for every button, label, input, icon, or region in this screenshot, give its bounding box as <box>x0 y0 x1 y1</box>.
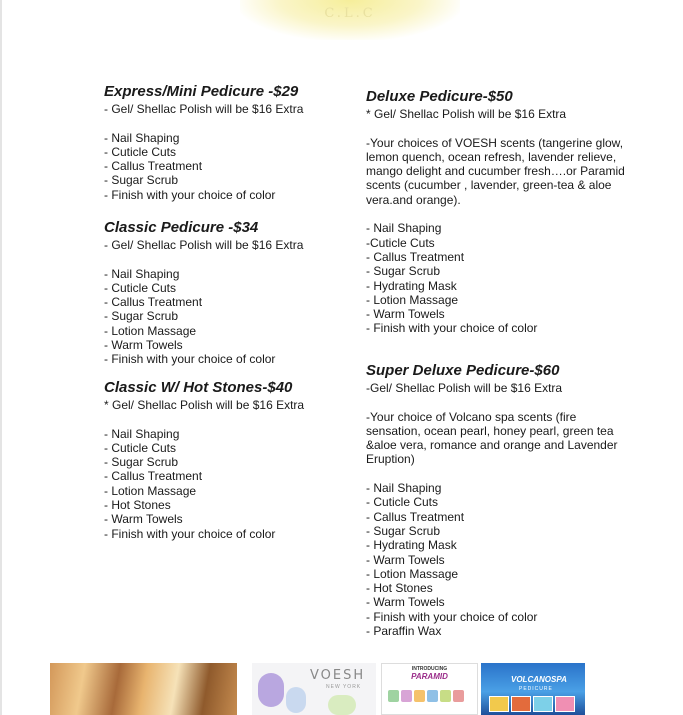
spa-stones-photo <box>50 663 237 715</box>
list-item: - Cuticle Cuts <box>104 280 177 295</box>
list-item: - Nail Shaping <box>104 130 180 145</box>
section-title: Classic W/ Hot Stones-$40 <box>104 379 293 396</box>
list-item: - Nail Shaping <box>104 266 180 281</box>
paramid-brand: PARAMID <box>411 672 448 681</box>
salon-logo <box>240 0 460 40</box>
list-item: - Hydrating Mask <box>366 538 457 553</box>
voesh-subtitle: NEW YORK <box>326 684 362 690</box>
list-item: - Paraffin Wax <box>366 624 442 639</box>
list-item: - Cuticle Cuts <box>104 440 177 455</box>
list-item: - Finish with your choice of color <box>104 352 276 367</box>
paramid-jar-icon <box>401 690 412 702</box>
polish-note: - Gel/ Shellac Polish will be $16 Extra <box>104 102 304 116</box>
list-item: - Warm Towels <box>366 595 445 610</box>
polish-note: - Gel/ Shellac Polish will be $16 Extra <box>104 238 304 252</box>
service-list <box>366 481 626 638</box>
list-item: - Lotion Massage <box>104 323 197 338</box>
paramid-jar-icon <box>440 690 451 702</box>
polish-note: * Gel/ Shellac Polish will be $16 Extra <box>366 107 567 121</box>
voesh-bottle-icon <box>286 687 306 713</box>
scent-description: -Your choice of Volcano spa scents (fire sensation, ocean pearl, honey pearl, green tea &aloe vera, romance and orange and Lavender Eruption) <box>366 409 618 467</box>
menu-section-express-mini-pedicure <box>104 83 374 202</box>
volcano-spa-brand: VOLCANOSPA <box>511 675 567 684</box>
volcano-spa-product-photo <box>481 663 585 715</box>
paramid-jar-icon <box>453 690 464 702</box>
list-item: - Callus Treatment <box>104 295 203 310</box>
service-list <box>104 131 374 202</box>
paramid-jar-icon <box>388 690 399 702</box>
volcano-box-icon <box>533 696 553 712</box>
menu-section-classic-pedicure <box>104 219 374 367</box>
list-item: - Nail Shaping <box>366 481 442 496</box>
list-item: - Warm Towels <box>104 512 183 527</box>
menu-section-deluxe-pedicure <box>366 88 626 336</box>
list-item: - Sugar Scrub <box>366 264 441 279</box>
list-item: - Finish with your choice of color <box>366 321 538 336</box>
logo-text: C.L.C <box>324 6 376 21</box>
list-item: - Nail Shaping <box>104 426 180 441</box>
volcano-box-icon <box>489 696 509 712</box>
menu-section-classic-hot-stones <box>104 379 374 541</box>
list-item: - Callus Treatment <box>104 469 203 484</box>
voesh-jar-icon <box>328 695 356 715</box>
volcano-box-icon <box>511 696 531 712</box>
list-item: - Warm Towels <box>366 307 445 322</box>
section-title: Super Deluxe Pedicure-$60 <box>366 362 560 379</box>
paramid-jar-icon <box>427 690 438 702</box>
list-item: - Hot Stones <box>104 498 171 513</box>
menu-section-super-deluxe-pedicure <box>366 362 626 638</box>
list-item: - Hydrating Mask <box>366 278 457 293</box>
list-item: - Callus Treatment <box>366 249 465 264</box>
service-list <box>104 427 374 541</box>
list-item: - Finish with your choice of color <box>104 526 276 541</box>
photo-strip <box>0 663 683 715</box>
section-title: Deluxe Pedicure-$50 <box>366 88 513 105</box>
list-item: - Hot Stones <box>366 581 433 596</box>
list-item: - Cuticle Cuts <box>104 144 177 159</box>
list-item: - Finish with your choice of color <box>104 187 276 202</box>
section-title: Express/Mini Pedicure -$29 <box>104 83 299 100</box>
voesh-product-photo <box>252 663 376 715</box>
polish-note: -Gel/ Shellac Polish will be $16 Extra <box>366 381 563 395</box>
list-item: - Cuticle Cuts <box>366 495 439 510</box>
paramid-product-photo <box>381 663 478 715</box>
list-item: - Callus Treatment <box>104 159 203 174</box>
list-item: - Sugar Scrub <box>366 523 441 538</box>
service-list <box>104 267 374 367</box>
paramid-jar-icon <box>414 690 425 702</box>
scent-description: -Your choices of VOESH scents (tangerine glow, lemon quench, ocean refresh, lavender relieve, mango delight and cucumber fresh….or Paramid scents (cucumber , lavender, green-tea & aloe vera.and orange). <box>366 135 625 207</box>
list-item: - Lotion Massage <box>366 566 459 581</box>
list-item: - Warm Towels <box>104 338 183 353</box>
page-edge <box>0 0 2 715</box>
voesh-brand: VOESH <box>310 668 366 683</box>
service-list <box>366 221 626 335</box>
list-item: - Sugar Scrub <box>104 455 179 470</box>
polish-note: * Gel/ Shellac Polish will be $16 Extra <box>104 398 305 412</box>
list-item: - Finish with your choice of color <box>366 609 538 624</box>
list-item: - Lotion Massage <box>104 483 197 498</box>
volcano-box-icon <box>555 696 575 712</box>
paramid-heading: INTRODUCING <box>411 666 448 672</box>
list-item: - Sugar Scrub <box>104 309 179 324</box>
list-item: - Lotion Massage <box>366 292 459 307</box>
list-item: - Warm Towels <box>366 552 445 567</box>
voesh-bottle-icon <box>258 673 284 707</box>
volcano-spa-subtitle: PEDICURE <box>519 686 553 692</box>
list-item: - Sugar Scrub <box>104 173 179 188</box>
list-item: - Nail Shaping <box>366 221 442 236</box>
section-title: Classic Pedicure -$34 <box>104 219 259 236</box>
list-item: - Callus Treatment <box>366 509 465 524</box>
list-item: -Cuticle Cuts <box>366 235 435 250</box>
